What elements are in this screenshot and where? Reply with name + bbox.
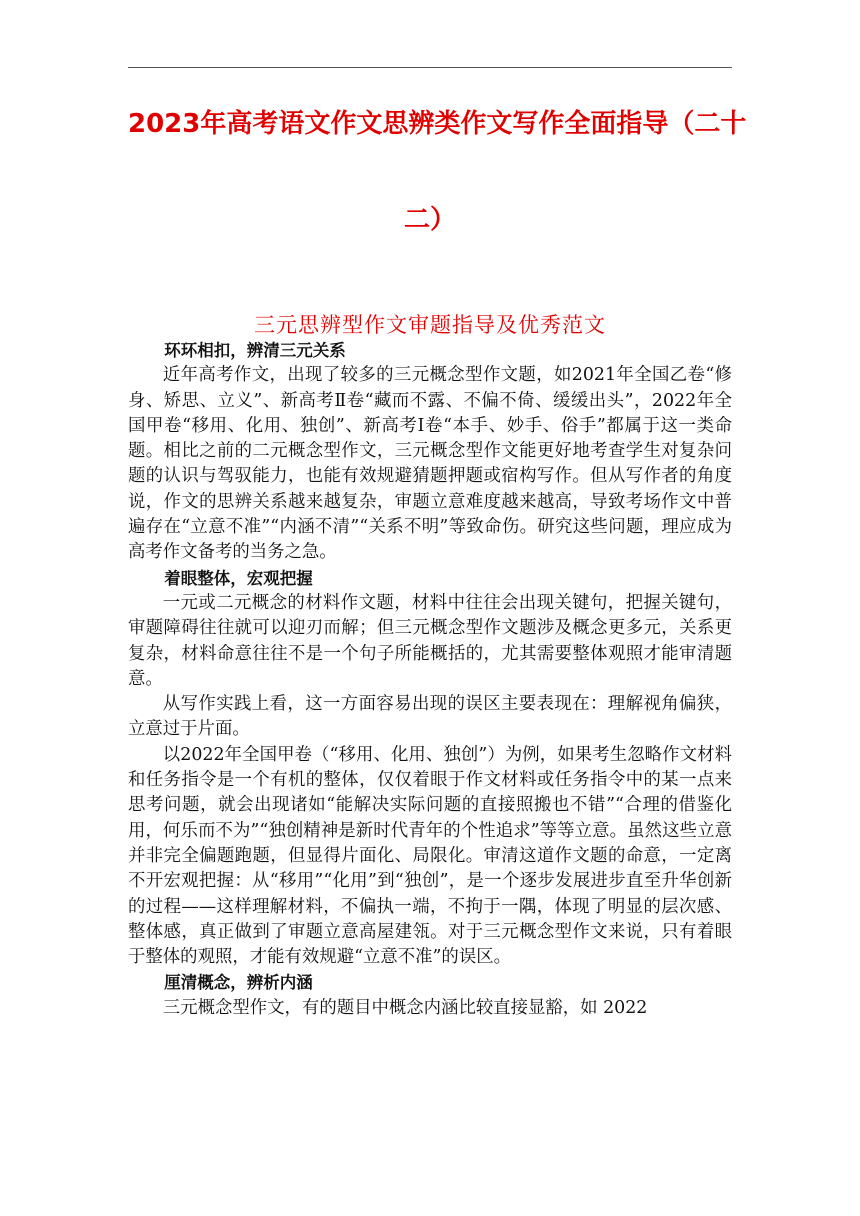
body-paragraph: 从写作实践上看，这一方面容易出现的误区主要表现在：理解视角偏狭，立意过于片面。 bbox=[128, 694, 732, 740]
article-subtitle: 三元思辨型作文审题指导及优秀范文 bbox=[254, 313, 606, 337]
top-rule bbox=[128, 67, 732, 68]
section-heading: 厘清概念，辨析内涵 bbox=[164, 973, 313, 993]
page-title-line-2: 二） bbox=[403, 205, 456, 235]
section-heading: 着眼整体，宏观把握 bbox=[164, 568, 313, 588]
section-heading: 环环相扣，辨清三元关系 bbox=[164, 341, 346, 360]
body-paragraph: 以2022年全国甲卷（“移用、化用、独创”）为例，如果考生忽略作文材料和任务指令是一个有机的整体，仅仅着眼于作文材料或任务指令中的某一点来思考问题，就会出现诸如“能解决实际问题的直接照搬也不错”“合理的借鉴化用，何乐而不为”“独创精神是新时代青年的个性追求”等等立意。虽然这些立意并非完全偏题跑题，但显得片面化、局限化。审清这道作文题的命意，一定离不开宏观把握：从“移用”“化用”到“独创”，是一个逐步发展进步直至升华创新的过程——这样理解材料，不偏执一端，不拘于一隅，体现了明显的层次感、整体感，真正做到了审题立意高屋建瓴。对于三元概念型作文来说，只有着眼于整体的观照，才能有效规避“立意不准”的误区。 bbox=[128, 744, 732, 968]
body-paragraph: 三元概念型作文，有的题目中概念内涵比较直接显豁，如 2022 bbox=[162, 997, 648, 1018]
body-paragraph: 一元或二元概念的材料作文题，材料中往往会出现关键句，把握关键句，审题障碍往往就可以迎刃而解；但三元概念型作文题涉及概念更多元，关系更复杂，材料命意往往不是一个句子所能概括的，尤其需要整体观照才能审清题意。 bbox=[128, 592, 732, 689]
page-title-line-1: 2023年高考语文作文思辨类作文写作全面指导（二十 bbox=[128, 109, 747, 139]
body-paragraph: 近年高考作文，出现了较多的三元概念型作文题，如2021年全国乙卷“修身、矫思、立义”、新高考Ⅱ卷“藏而不露、不偏不倚、缓缓出头”，2022年全国甲卷“移用、化用、独创”、新高考Ⅰ卷“本手、妙手、俗手”都属于这一类命题。相比之前的二元概念型作文，三元概念型作文能更好地考查学生对复杂问题的认识与驾驭能力，也能有效规避猜题押题或宿构写作。但从写作者的角度说，作文的思辨关系越来越复杂，审题立意难度越来越高，导致考场作文中普遍存在“立意不准”“内涵不清”“关系不明”等致命伤。研究这些问题，理应成为高考作文备考的当务之急。 bbox=[128, 365, 732, 563]
article-body bbox=[128, 338, 732, 1021]
